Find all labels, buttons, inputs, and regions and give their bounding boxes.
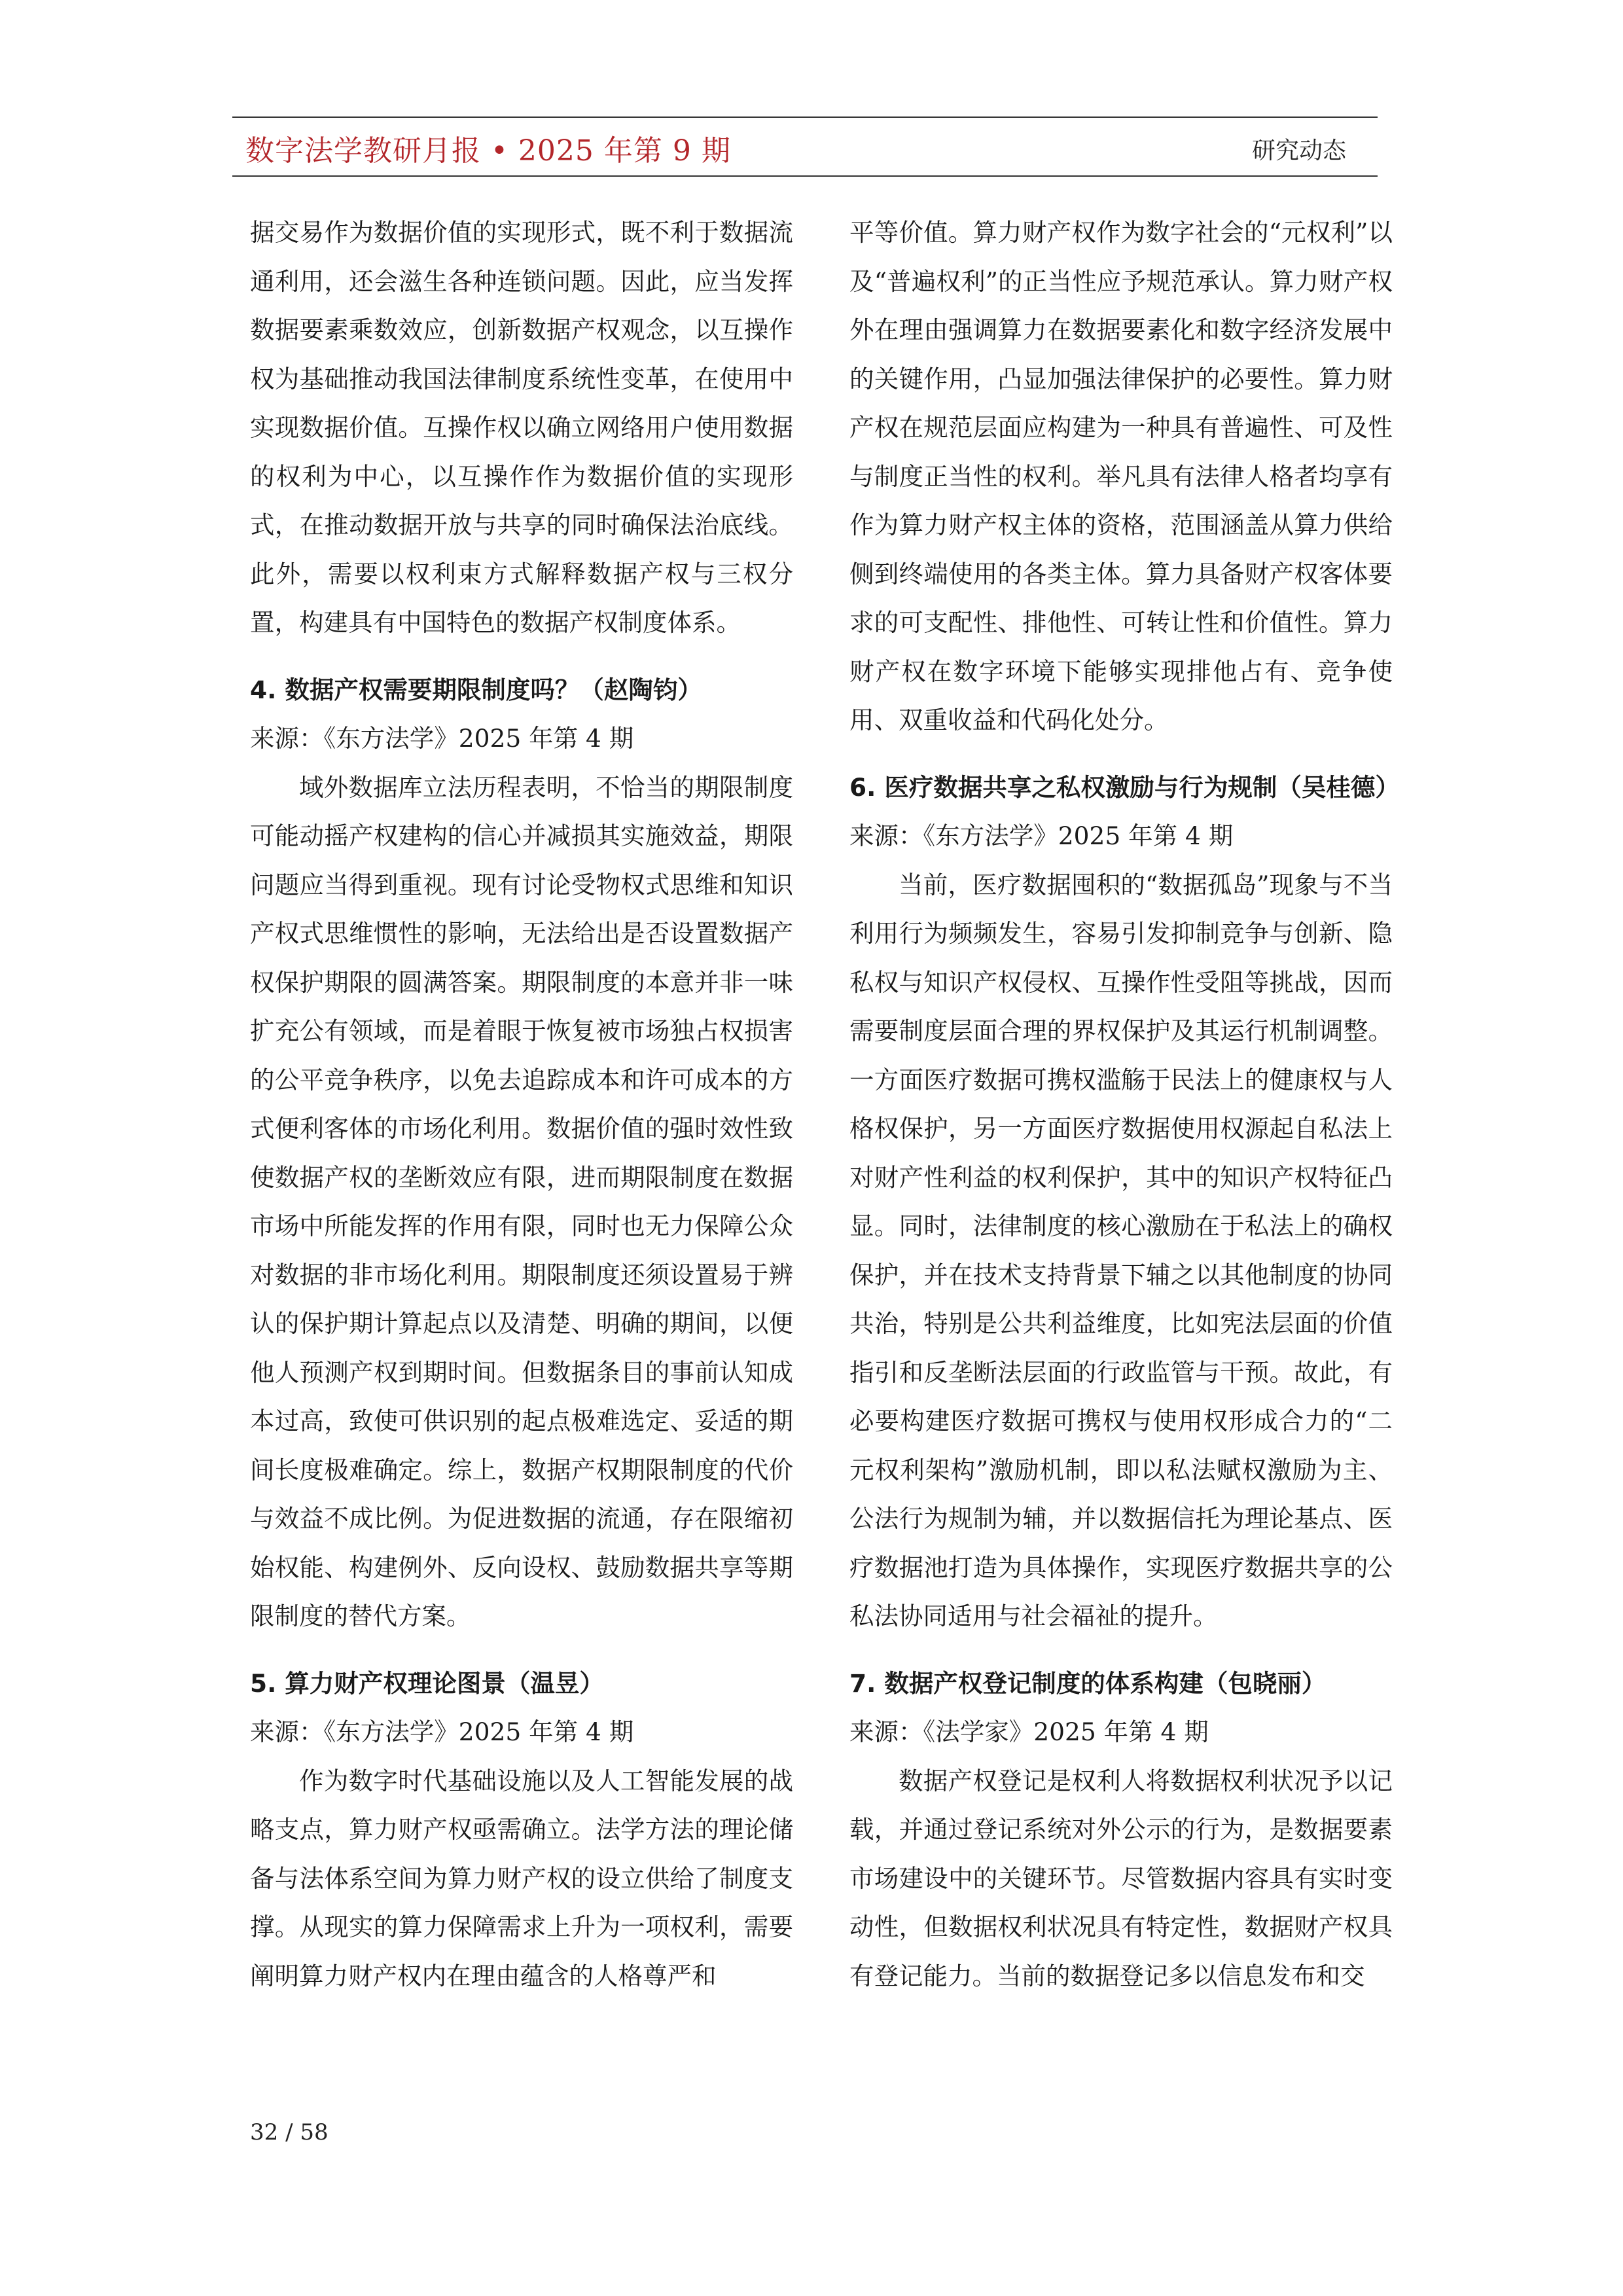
left-column <box>250 208 793 2000</box>
article-7-body: 数据产权登记是权利人将数据权利状况予以记载，并通过登记系统对外公示的行为，是数据要素市场建设中的关键环节。尽管数据内容具有实时变动性，但数据权利状况具有特定性，数据财产权具有登记能力。当前的数据登记多以信息发布和交 <box>849 1766 1393 1990</box>
article-7-heading: 7. 数据产权登记制度的体系构建（包晓丽） <box>849 1668 1327 1698</box>
article-5-heading: 5. 算力财产权理论图景（温昱） <box>250 1668 604 1698</box>
article-4-body: 域外数据库立法历程表明，不恰当的期限制度可能动摇产权建构的信心并减损其实施效益，期限问题应当得到重视。现有讨论受物权式思维和知识产权式思维惯性的影响，无法给出是否设置数据产权保护期限的圆满答案。期限制度的本意并非一味扩充公有领域，而是着眼于恢复被市场独占权损害的公平竞争秩序，以免去追踪成本和许可成本的方式便利客体的市场化利用。数据价值的强时效性致使数据产权的垄断效应有限，进而期限制度在数据市场中所能发挥的作用有限，同时也无力保障公众对数据的非市场化利用。期限制度还须设置易于辨认的保护期计算起点以及清楚、明确的期间，以便他人预测产权到期时间。但数据条目的事前认知成本过高，致使可供识别的起点极难选定、妥适的期间长度极难确定。综上，数据产权期限制度的代价与效益不成比例。为促进数据的流通，存在限缩初始权能、构建例外、反向设权、鼓励数据共享等期限制度的替代方案。 <box>250 772 793 1630</box>
right-column <box>849 208 1400 2000</box>
article-7-source: 来源：《法学家》2025 年第 4 期 <box>849 1717 1209 1746</box>
page-number: 32 / 58 <box>250 2119 329 2145</box>
article-5-body: 作为数字时代基础设施以及人工智能发展的战略支点，算力财产权亟需确立。法学方法的理论储备与法体系空间为算力财产权的设立供给了制度支撑。从现实的算力保障需求上升为一项权利，需要阐明算力财产权内在理由蕴含的人格尊严和 <box>250 1766 793 1990</box>
article-4-source: 来源：《东方法学》2025 年第 4 期 <box>250 724 634 753</box>
continued-paragraph: 据交易作为数据价值的实现形式，既不利于数据流通利用，还会滋生各种连锁问题。因此，应当发挥数据要素乘数效应，创新数据产权观念，以互操作权为基础推动我国法律制度系统性变革，在使用中实现数据价值。互操作权以确立网络用户使用数据的权利为中心，以互操作作为数据价值的实现形式，在推动数据开放与共享的同时确保法治底线。此外，需要以权利束方式解释数据产权与三权分置，构建具有中国特色的数据产权制度体系。 <box>250 218 793 637</box>
section-label: 研究动态 <box>1251 137 1346 164</box>
article-6-heading: 6. 医疗数据共享之私权激励与行为规制（吴桂德） <box>849 772 1400 802</box>
continued-paragraph: 平等价值。算力财产权作为数字社会的“元权利”以及“普遍权利”的正当性应予规范承认。算力财产权外在理由强调算力在数据要素化和数字经济发展中的关键作用，凸显加强法律保护的必要性。算力财产权在规范层面应构建为一种具有普遍性、可及性与制度正当性的权利。举凡具有法律人格者均享有作为算力财产权主体的资格，范围涵盖从算力供给侧到终端使用的各类主体。算力具备财产权客体要求的可支配性、排他性、可转让性和价值性。算力财产权在数字环境下能够实现排他占有、竞争使用、双重收益和代码化处分。 <box>849 218 1393 734</box>
article-6-source: 来源：《东方法学》2025 年第 4 期 <box>849 821 1234 850</box>
journal-title: 数字法学教研月报 • 2025 年第 9 期 <box>245 134 731 168</box>
page-header <box>232 117 1378 177</box>
article-5-source: 来源：《东方法学》2025 年第 4 期 <box>250 1717 634 1746</box>
article-4-heading: 4. 数据产权需要期限制度吗？（赵陶钧） <box>250 675 702 704</box>
article-6-body: 当前，医疗数据囤积的“数据孤岛”现象与不当利用行为频频发生，容易引发抑制竞争与创新、隐私权与知识产权侵权、互操作性受阻等挑战，因而需要制度层面合理的界权保护及其运行机制调整。一方面医疗数据可携权滥觞于民法上的健康权与人格权保护，另一方面医疗数据使用权源起自私法上对财产性利益的权利保护，其中的知识产权特征凸显。同时，法律制度的核心激励在于私法上的确权保护，并在技术支持背景下辅之以其他制度的协同共治，特别是公共利益维度，比如宪法层面的价值指引和反垄断法层面的行政监管与干预。故此，有必要构建医疗数据可携权与使用权形成合力的“二元权利架构”激励机制，即以私法赋权激励为主、公法行为规制为辅，并以数据信托为理论基点、医疗数据池打造为具体操作，实现医疗数据共享的公私法协同适用与社会福祉的提升。 <box>849 870 1393 1630</box>
